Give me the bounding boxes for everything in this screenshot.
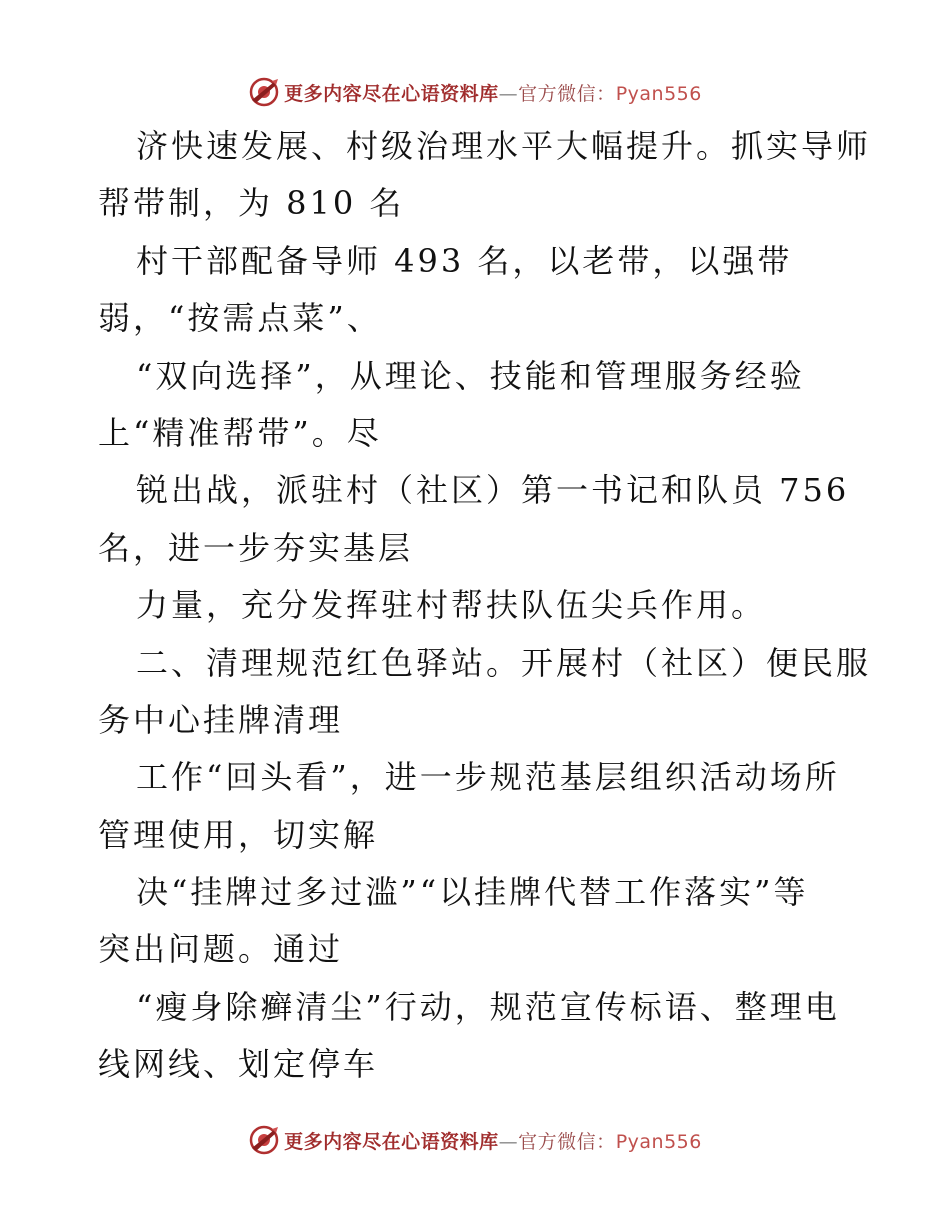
text-line: 锐出战，派驻村（社区）第一书记和队员 756	[136, 471, 850, 510]
header-banner-main: 更多内容尽在心语资料库	[284, 82, 499, 105]
logo-icon	[248, 1124, 280, 1156]
footer-banner-wechat-id: Pyan556	[615, 1130, 702, 1153]
text-line: 决“挂牌过多过滥”“以挂牌代替工作落实”等	[136, 873, 809, 912]
text-line: 帮带制，为 810 名	[98, 184, 405, 223]
footer-banner-text	[284, 1127, 702, 1154]
footer-banner-main: 更多内容尽在心语资料库	[284, 1130, 499, 1153]
text-line: 济快速发展、村级治理水平大幅提升。抓实导师	[136, 127, 872, 165]
header-banner-separator: —	[498, 82, 519, 105]
text-line: 力量，充分发挥驻村帮扶队伍尖兵作用。	[136, 586, 767, 625]
header-banner-text	[284, 79, 702, 106]
text-line: 村干部配备导师 493 名，以老带，以强带	[136, 241, 793, 280]
text-line: 工作“回头看”，进一步规范基层组织活动场所	[136, 758, 840, 797]
footer-banner-separator: —	[498, 1130, 519, 1153]
text-line: 上“精准帮带”。尽	[98, 413, 382, 452]
text-line: 名，进一步夯实基层	[98, 528, 414, 567]
text-line: 弱，“按需点菜”、	[98, 299, 382, 338]
header-banner-wechat-id: Pyan556	[615, 82, 702, 105]
document-body	[98, 118, 872, 1094]
text-line: “瘦身除癣清尘”行动，规范宣传标语、整理电	[136, 987, 840, 1026]
header-banner-wechat-label: 官方微信：	[518, 82, 616, 105]
text-line: “双向选择”，从理论、技能和管理服务经验	[136, 356, 805, 395]
text-line: 突出问题。通过	[98, 930, 344, 969]
header-banner	[0, 72, 950, 112]
text-line: 管理使用，切实解	[98, 815, 379, 854]
text-line: 二、清理规范红色驿站。开展村（社区）便民服	[136, 643, 872, 682]
logo-icon	[248, 76, 280, 108]
text-line: 线网线、划定停车	[98, 1045, 379, 1084]
footer-banner-wechat-label: 官方微信：	[518, 1130, 616, 1153]
footer-banner	[0, 1120, 950, 1160]
text-line: 务中心挂牌清理	[98, 700, 344, 739]
